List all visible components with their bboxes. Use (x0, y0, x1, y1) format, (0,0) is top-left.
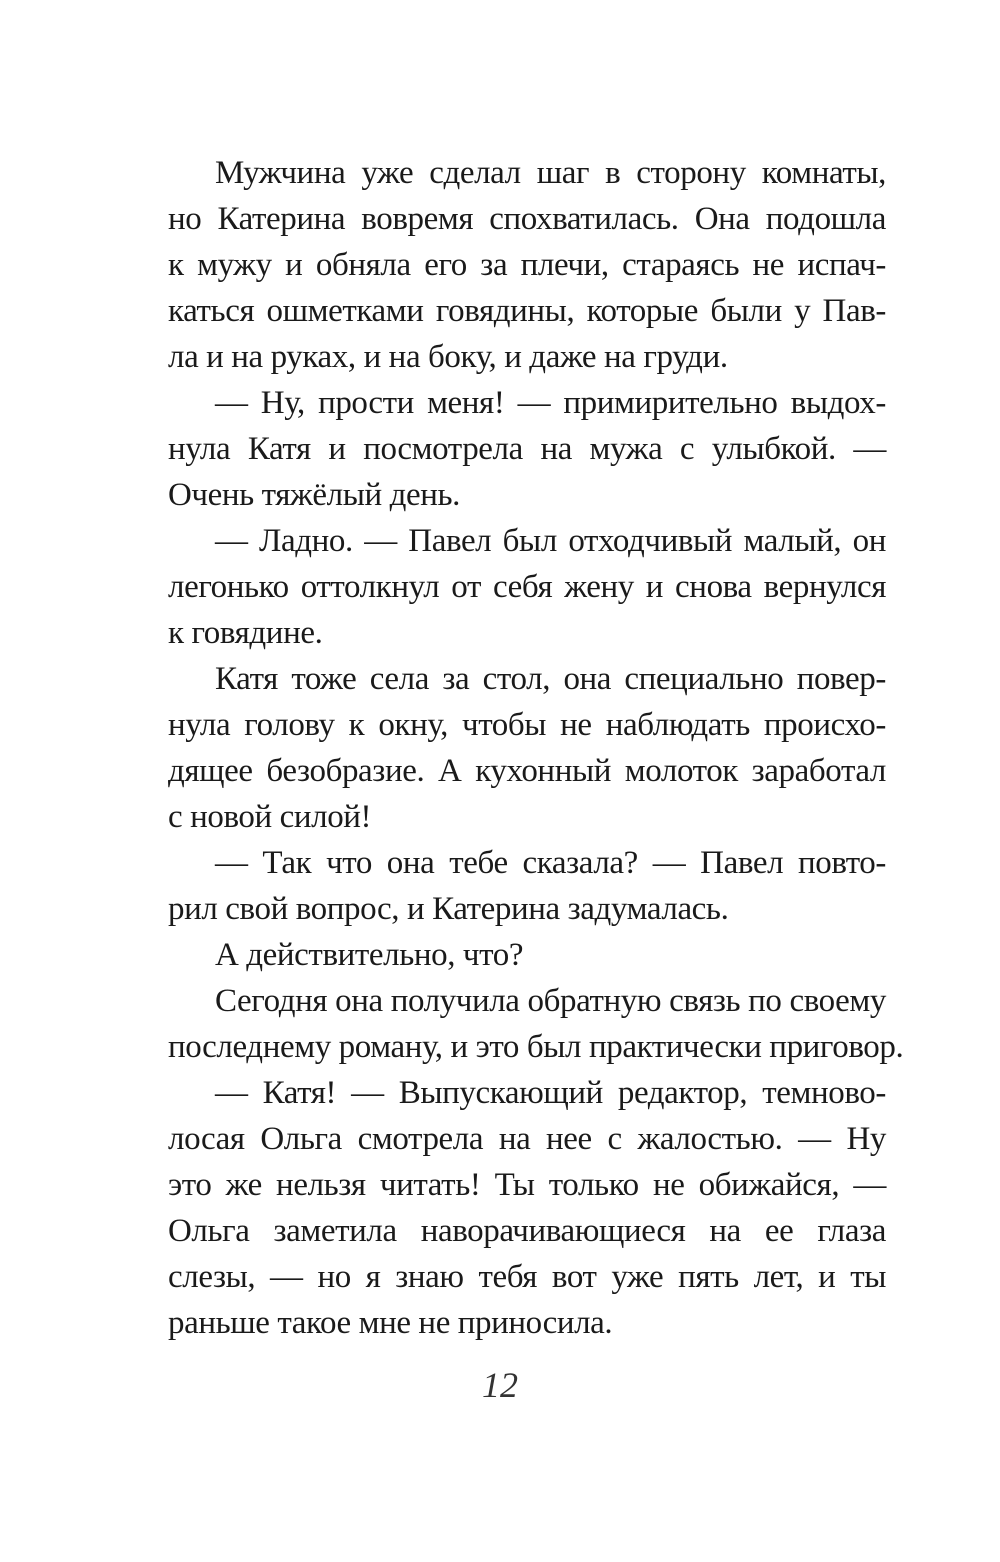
text-line: — Так что она тебе сказала? — Павел повто- (215, 845, 886, 881)
text-line: с новой силой! (168, 799, 372, 835)
text-line: каться ошметками говядины, которые были у Пав- (168, 293, 886, 329)
text-line: Сегодня она получила обратную связь по своему (215, 983, 886, 1019)
text-line: — Ну, прости меня! — примирительно выдох- (215, 385, 886, 421)
text-line: Катя тоже села за стол, она специально повер- (215, 661, 886, 697)
text-line: нула Катя и посмотрела на мужа с улыбкой. — (168, 431, 886, 467)
text-line: Ольга заметила наворачивающиеся на ее глаза (168, 1213, 886, 1249)
text-line: раньше такое мне не приносила. (168, 1305, 613, 1341)
text-line: слезы, — но я знаю тебя вот уже пять лет, и ты (168, 1259, 886, 1295)
text-line: — Катя! — Выпускающий редактор, темново- (215, 1075, 886, 1111)
text-line: лосая Ольга смотрела на нее с жалостью. — Ну (168, 1121, 886, 1157)
text-line: нула голову к окну, чтобы не наблюдать происхо- (168, 707, 886, 743)
page-text (168, 150, 904, 1346)
text-line: ла и на руках, и на боку, и даже на груди. (168, 339, 728, 375)
text-line: к мужу и обняла его за плечи, стараясь не испач- (168, 247, 886, 283)
text-line: но Катерина вовремя спохватилась. Она подошла (168, 201, 886, 237)
text-line: рил свой вопрос, и Катерина задумалась. (168, 891, 729, 927)
text-line: — Ладно. — Павел был отходчивый малый, он (215, 523, 886, 559)
text-line: Мужчина уже сделал шаг в сторону комнаты, (215, 155, 886, 191)
text-line: легонько оттолкнул от себя жену и снова вернулся (168, 569, 886, 605)
text-line: Очень тяжёлый день. (168, 477, 460, 513)
text-line: последнему роману, и это был практически приговор. (168, 1029, 904, 1065)
text-line: это же нельзя читать! Ты только не обижайся, — (168, 1167, 886, 1203)
page-number: 12 (482, 1365, 518, 1405)
text-line: А действительно, что? (215, 937, 524, 973)
text-line: к говядине. (168, 615, 323, 651)
text-line: дящее безобразие. А кухонный молоток заработал (168, 753, 886, 789)
